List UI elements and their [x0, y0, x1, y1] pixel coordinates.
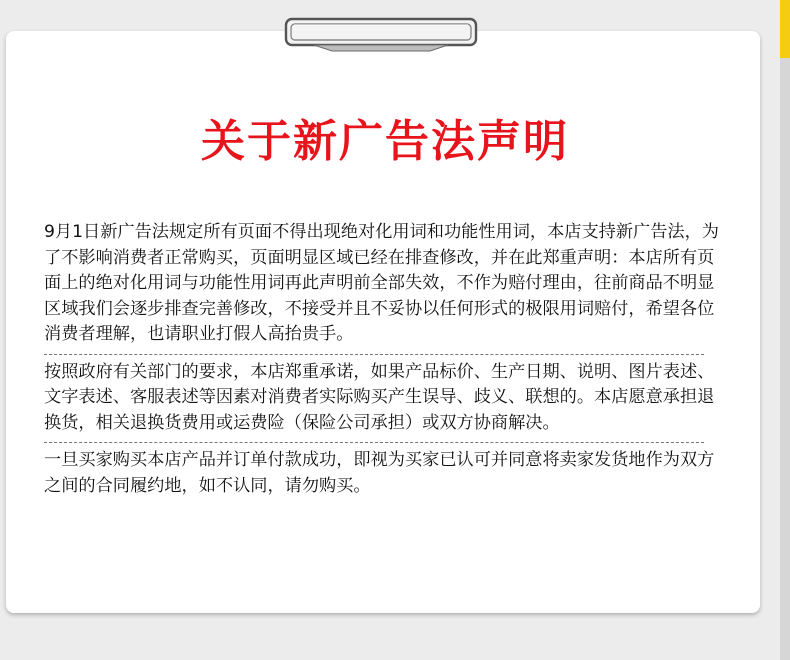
page-title: 关于新广告法声明 — [201, 116, 569, 167]
dashed-divider — [44, 354, 704, 355]
statement-body — [44, 220, 728, 499]
paper-clip-icon — [284, 16, 478, 52]
statement-paragraph-3: 一旦买家购买本店产品并订单付款成功，即视为买家已认可并同意将卖家发货地作为双方之间的合同履约地，如不认同，请勿购买。 — [44, 450, 715, 496]
dashed-divider — [44, 442, 704, 443]
statement-paragraph-1: 9月1日新广告法规定所有页面不得出现绝对化用词和功能性用词，本店支持新广告法，为了不影响消费者正常购买，页面明显区域已经在排查修改，并在此郑重声明：本店所有页面上的绝对化用词与功能性用词再此声明前全部失效，不作为赔付理由，往前商品不明显区域我们会逐步排查完善修改，不接受并且不妥协以任何形式的极限用词赔付，希望各位消费者理解，也请职业打假人高抬贵手。 — [44, 222, 719, 344]
side-bar — [780, 0, 790, 660]
statement-paragraph-2: 按照政府有关部门的要求，本店郑重承诺，如果产品标价、生产日期、说明、图片表述、文字表述、客服表述等因素对消费者实际购买产生误导、歧义、联想的。本店愿意承担退换货，相关退换货费用或运费险（保险公司承担）或双方协商解决。 — [44, 361, 715, 433]
yellow-accent-bar — [780, 0, 790, 58]
